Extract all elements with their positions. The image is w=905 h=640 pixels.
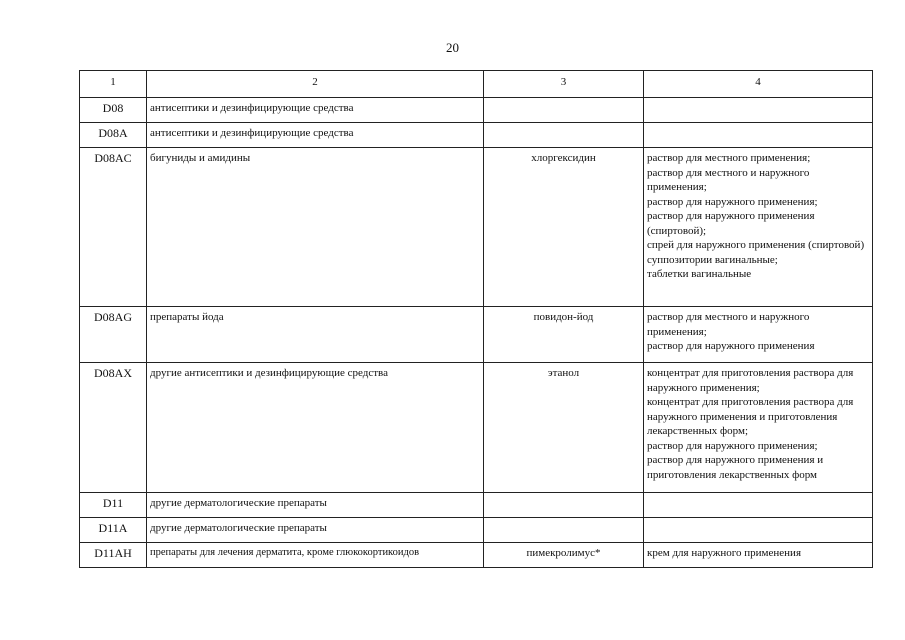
header-col-4: 4: [644, 71, 873, 98]
drug-name-cell: [484, 493, 644, 518]
dosage-forms-cell: крем для наружного применения: [644, 543, 873, 568]
dosage-forms-cell: [644, 518, 873, 543]
atc-code-cell: D08AX: [80, 363, 147, 493]
atc-code-cell: D11AH: [80, 543, 147, 568]
group-name-cell: другие дерматологические препараты: [147, 493, 484, 518]
group-name-cell: препараты для лечения дерматита, кроме глюкокортикоидов: [147, 543, 484, 568]
dosage-forms-cell: раствор для местного и наружного применения; раствор для наружного применения: [644, 307, 873, 363]
dosage-forms-cell: [644, 493, 873, 518]
table-header-row: [80, 71, 873, 98]
table-row: [80, 307, 873, 363]
dosage-forms-cell: раствор для местного применения; раствор для местного и наружного применения; раствор для наружного применения; раствор для наружного применения (спиртовой); спрей для наружного применения (спиртовой) суппозитории вагинальные; таблетки вагинальные: [644, 148, 873, 307]
drug-name-cell: пимекролимус*: [484, 543, 644, 568]
table-row: [80, 493, 873, 518]
table-row: [80, 123, 873, 148]
atc-code-cell: D08: [80, 98, 147, 123]
atc-code-cell: D08A: [80, 123, 147, 148]
atc-code-cell: D08AC: [80, 148, 147, 307]
table-row: [80, 148, 873, 307]
dosage-forms-cell: [644, 98, 873, 123]
group-name-cell: бигуниды и амидины: [147, 148, 484, 307]
group-name-cell: другие антисептики и дезинфицирующие средства: [147, 363, 484, 493]
dosage-forms-cell: концентрат для приготовления раствора для наружного применения; концентрат для приготовления раствора для наружного применения и приготовления лекарственных форм; раствор для наружного применения; раствор для наружного применения и приготовления лекарственных форм: [644, 363, 873, 493]
drug-classification-table: [79, 70, 873, 568]
header-col-3: 3: [484, 71, 644, 98]
drug-name-cell: этанол: [484, 363, 644, 493]
group-name-cell: антисептики и дезинфицирующие средства: [147, 123, 484, 148]
atc-code-cell: D11A: [80, 518, 147, 543]
drug-name-cell: повидон-йод: [484, 307, 644, 363]
header-col-2: 2: [147, 71, 484, 98]
group-name-cell: другие дерматологические препараты: [147, 518, 484, 543]
table-row: [80, 518, 873, 543]
atc-code-cell: D08AG: [80, 307, 147, 363]
drug-name-cell: [484, 123, 644, 148]
dosage-forms-cell: [644, 123, 873, 148]
drug-name-cell: [484, 98, 644, 123]
drug-name-cell: [484, 518, 644, 543]
drug-name-cell: хлоргексидин: [484, 148, 644, 307]
header-col-1: 1: [80, 71, 147, 98]
group-name-cell: препараты йода: [147, 307, 484, 363]
group-name-cell: антисептики и дезинфицирующие средства: [147, 98, 484, 123]
table-row: [80, 98, 873, 123]
page-number: 20: [446, 40, 459, 55]
table-row: [80, 543, 873, 568]
atc-code-cell: D11: [80, 493, 147, 518]
table-row: [80, 363, 873, 493]
